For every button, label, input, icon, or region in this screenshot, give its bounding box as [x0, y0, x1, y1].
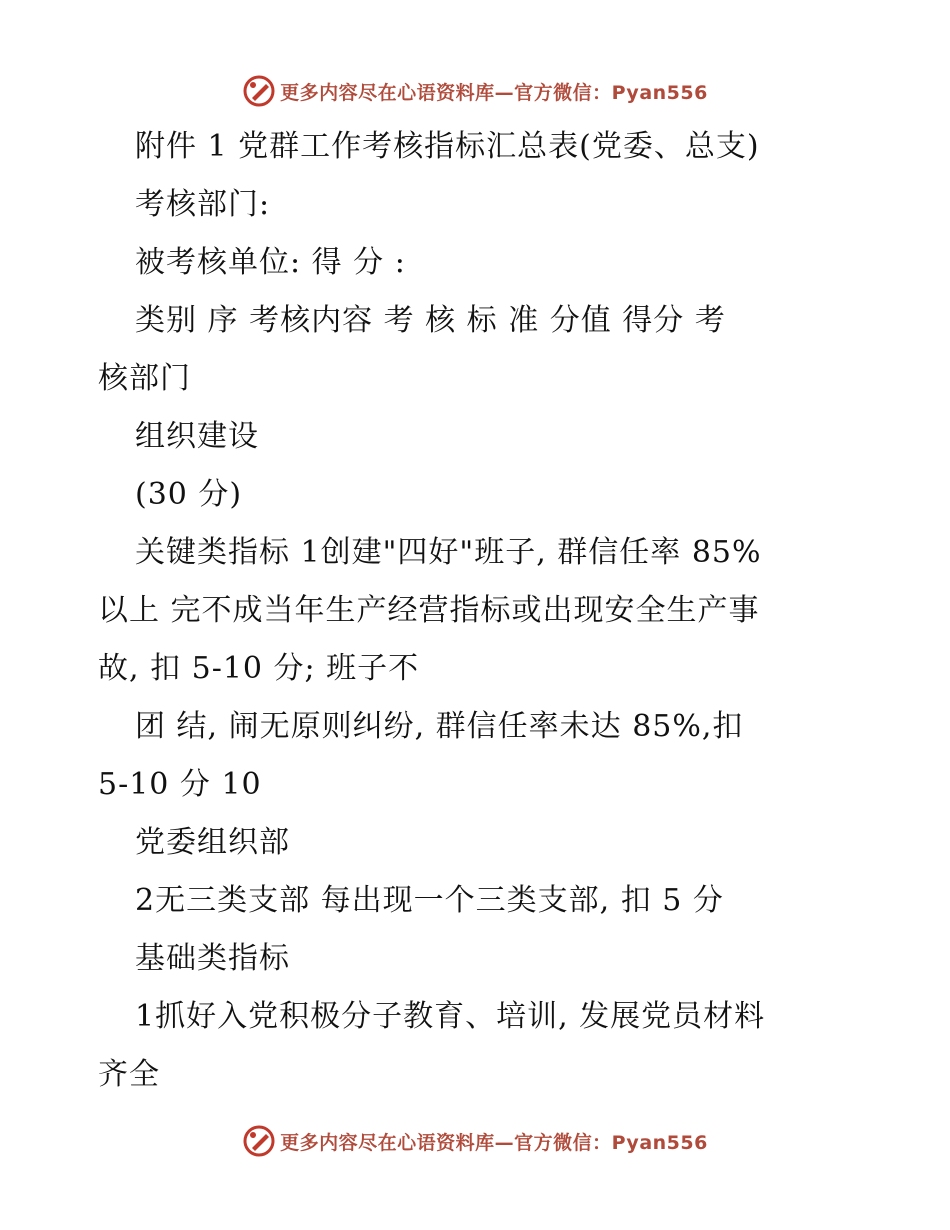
pen-logo-icon [242, 1124, 276, 1158]
footer-watermark-banner [0, 1121, 950, 1161]
doc-line: 以上 完不成当年生产经营指标或出现安全生产事 [98, 593, 760, 628]
doc-line: 类别 序 考核内容 考 核 标 准 分值 得分 考 [135, 303, 726, 338]
doc-line: (30 分) [135, 477, 243, 512]
document-body [98, 118, 843, 1104]
doc-line: 基础类指标 [135, 941, 290, 976]
doc-line: 团 结, 闹无原则纠纷, 群信任率未达 85%,扣 [135, 709, 744, 744]
doc-line: 5-10 分 10 [98, 767, 262, 802]
doc-line: 核部门 [98, 361, 191, 396]
pen-logo-icon [242, 74, 276, 108]
header-watermark-banner [0, 71, 950, 111]
doc-line: 组织建设 [135, 419, 259, 454]
doc-line: 关键类指标 1创建"四好"班子, 群信任率 85% [135, 535, 762, 570]
doc-line: 附件 1 党群工作考核指标汇总表(党委、总支) [135, 129, 760, 164]
doc-line: 故, 扣 5-10 分; 班子不 [98, 651, 420, 686]
watermark-text: 更多内容尽在心语资料库—官方微信：Pyan556 [280, 81, 708, 104]
doc-line: 党委组织部 [135, 825, 290, 860]
doc-line: 齐全 [98, 1057, 160, 1092]
watermark-text: 更多内容尽在心语资料库—官方微信：Pyan556 [280, 1131, 708, 1154]
doc-line: 2无三类支部 每出现一个三类支部, 扣 5 分 [135, 883, 724, 918]
doc-line: 考核部门: [135, 187, 271, 222]
doc-line: 被考核单位: 得 分 : [135, 245, 406, 280]
doc-line: 1抓好入党积极分子教育、培训, 发展党员材料 [135, 999, 766, 1034]
